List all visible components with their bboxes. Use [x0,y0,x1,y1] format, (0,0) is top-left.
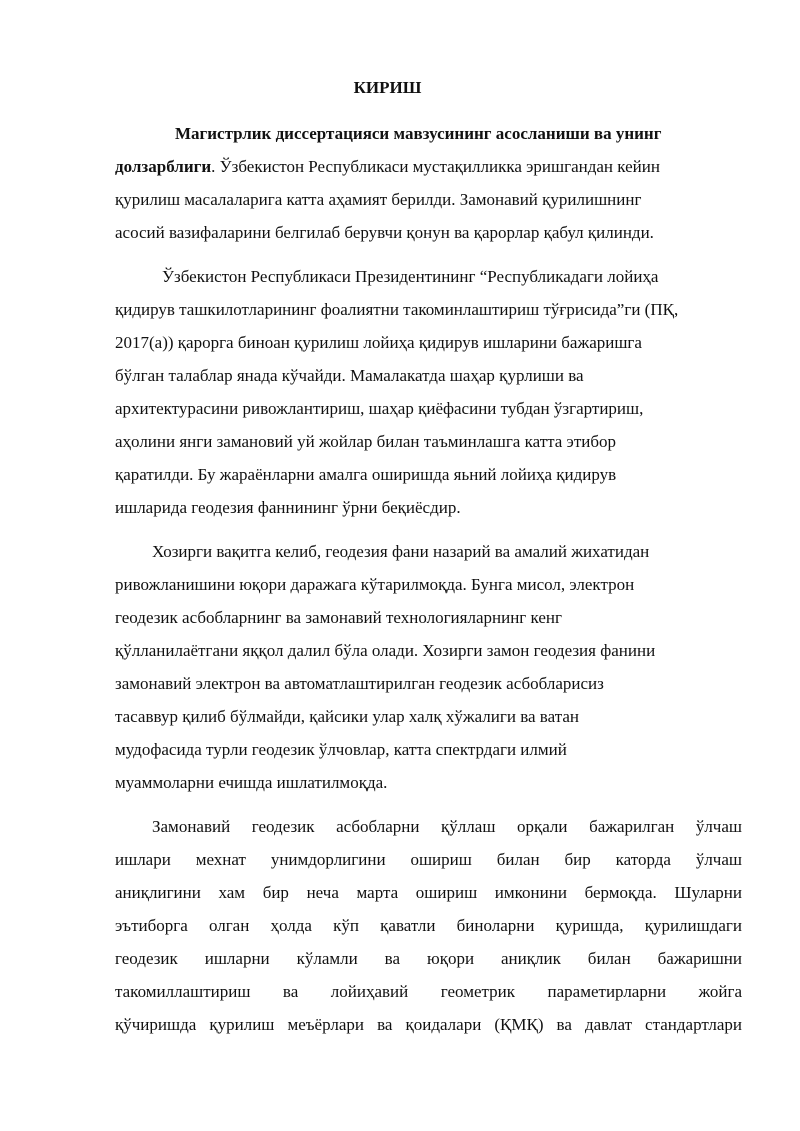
p1-line2 [115,155,742,179]
p2-line: қидирув ташкилотларининг фоалиятни такоминлаштириш тўғрисида”ги (ПҚ, [115,300,679,319]
p4-line: аниқлигини хам бир неча марта ошириш имконини бермоқда. Шуларни [115,883,742,902]
p2-line: қаратилди. Бу жараёнларни амалга оширишда яьний лойиҳа қидирув [115,465,617,484]
p1-line4: асосий вазифаларини белгилаб берувчи қонун ва қарорлар қабул қилинди. [115,223,654,242]
p4-line: қўчиришда қурилиш меъёрлари ва қоидалари (ҚМҚ) ва давлат стандартлари [115,1015,742,1034]
p3-line: замонавий электрон ва автоматлаштирилган геодезик асбобларисиз [115,674,604,693]
p2-line: 2017(а)) қарорга биноан қурилиш лойиҳа қидирув ишларини бажаришга [115,333,642,352]
p2-line: аҳолини янги замановий уй жойлар билан таъминлашга катта этибор [115,432,617,451]
p2-line: архитектурасини ривожлантириш, шаҳар қиёфасини тубдан ўзгартириш, [115,399,644,418]
p3-line: мудофасида турли геодезик ўлчовлар, катта спектрдаги илмий [115,740,567,759]
p2-line: бўлган талаблар янада кўчайди. Мамалакатда шаҳар қурлиши ва [115,366,584,385]
p2-line: ишларида геодезия фаннининг ўрни беқиёсдир. [115,498,461,517]
p1-line2-text: . Ўзбекистон Республикаси мустақилликка эришгандан кейин [211,157,660,176]
p1-bold-title-line2: долзарблиги [115,157,212,176]
p4-line: Замонавий геодезик асбобларни қўллаш орқали бажарилган ўлчаш [152,817,742,836]
p3-line: тасаввур қилиб бўлмайди, қайсики улар халқ хўжалиги ва ватан [115,707,579,726]
p3-line: геодезик асбобларнинг ва замонавий технологияларнинг кенг [115,608,562,627]
p2-line: Ўзбекистон Республикаси Президентининг “Республикадаги лойиҳа [162,267,659,286]
p4-line: такомиллаштириш ва лойиҳавий геометрик параметирларни жойга [115,982,742,1001]
p3-line: муаммоларни ечишда ишлатилмоқда. [115,773,388,792]
page-heading: КИРИШ [353,78,422,97]
p1-line3: қурилиш масалаларига катта аҳамият берилди. Замонавий қурилишнинг [115,190,642,209]
p4-line: ишлари мехнат унимдорлигини ошириш билан бир каторда ўлчаш [115,850,742,869]
p4-line: эътиборга олган ҳолда кўп қаватли биноларни қуришда, қурилишдаги [115,916,742,935]
p1-bold-title-line1: Магистрлик диссертацияси мавзусининг асосланиши ва унинг [175,124,662,143]
p3-line: Хозирги вақитга келиб, геодезия фани назарий ва амалий жихатидан [152,542,650,561]
p3-line: қўлланилаётгани яққол далил бўла олади. Хозирги замон геодезия фанини [115,641,656,660]
p3-line: ривожланишини юқори даражага кўтарилмоқда. Бунга мисол, электрон [115,575,635,594]
p4-line: геодезик ишларни кўламли ва юқори аниқлик билан бажаришни [115,949,742,968]
